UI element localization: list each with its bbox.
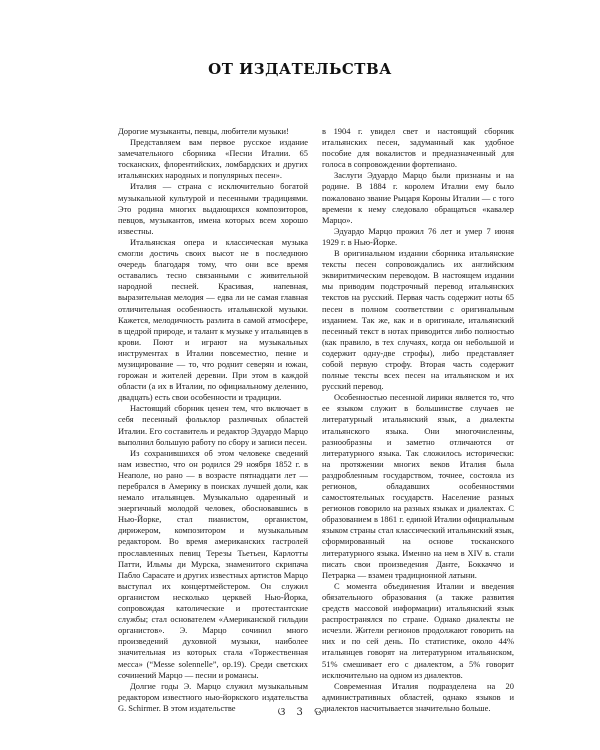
paragraph: В оригинальном издании сборника итальянские тексты песен сопровождались их английским эквиритмическим переводом. В настоящем издании мы приводим подстрочный перевод итальянских текстов на русский. Первая часть содержит ноты 65 песен в полном соответствии с оригинальным изданием. Так же, как и в оригинале, итальянский песенный текст в нотах приводится либо полностью (как правило, в тех случаях, когда он небольшой и содержит одну-две строфы), либо представляет собой первую строфу. Вторая часть содержит полные тексты всех песен на итальянском и их русский перевод.: [322, 248, 514, 392]
paragraph: Из сохранившихся об этом человеке сведений нам известно, что он родился 29 ноября 1852 г. в Неаполе, но рано — в возрасте пятнадцати лет — перебрался в Америку в поисках лучшей доли, как немало итальянцев. Музыкально одаренный и энергичный молодой человек, обосновавшись в Нью-Йорке, стал пианистом, органистом, дирижером, композитором и музыкальным редактором. Во время американских гастролей прославленных певиц Терезы Тьетьен, Карлотты Патти, Ильмы ди Мурска, знаменитого скрипача Пабло Сарасате и других известных артистов Марцо выступал их концертмейстером. Он служил органистом несколько церквей Нью-Йорка, сопровождая католические и протестантские службы; стал основателем «Американской гильдии органистов». Э. Марцо сочинил много произведений духовной музыки, наиболее значительная из которых стала «Торжественная месса» (“Messe solennelle”, op.19). Среди светских сочинений Марцо — песни и романсы.: [118, 447, 308, 680]
page-number: 3: [296, 707, 303, 718]
paragraph: Современная Италия подразделена на 20 административных областей, однако языков и диалектов насчитывается значительно больше.: [322, 680, 514, 713]
paragraph: Дорогие музыканты, певцы, любители музыки!: [118, 126, 289, 136]
ornament-left-icon: ଓ: [277, 705, 286, 718]
paragraph: Представляем вам первое русское издание замечательного сборника «Песни Италии. 65 тосканских, флорентийских, ломбардских и других итальянских народных и популярных песен».: [118, 137, 308, 181]
paragraph: Особенностью песенной лирики является то, что ее языком служит в большинстве случаев не литературный итальянский язык, а диалекты итальянского языка. Они многочисленны, разнообразны и заметно отличаются от литературного языка. Так сложилось исторически: на протяжении многих веков Италия была раздробленным государством, точнее, состояла из регионов, обладавших особенностями самостоятельных государств. Население разных регионов говорило на разных языках и диалектах. С образованием в 1861 г. единой Италии официальным языком страны стал классический итальянский язык, сформированный на основе тосканского литературного языка. Именно на нем в XIV в. стали писать свои произведения Данте, Боккаччо и Петрарка — взамен традиционной латыни.: [322, 392, 514, 580]
ornament-right-icon: ଡ: [314, 705, 323, 718]
paragraph: Эдуардо Марцо прожил 76 лет и умер 7 июня 1929 г. в Нью-Йорке.: [322, 225, 514, 247]
paragraph: Заслуги Эдуардо Марцо были признаны и на родине. В 1884 г. королем Италии ему было пожаловано звание Рыцаря Короны Италии — с того времени к нему следовало обращаться «кавалер Марцо».: [322, 170, 514, 225]
paragraph: Настоящий сборник ценен тем, что включает в себя песенный фольклор различных областей Италии. Его составитель и редактор Эдуардо Марцо выполнил большую работу по сбору и записи песен.: [118, 403, 308, 447]
right-column: [322, 126, 514, 714]
paragraph: в 1904 г. увидел свет и настоящий сборник итальянских песен, задуманный как удобное пособие для вокалистов и предназначенный для голоса в сопровождении фортепиано.: [322, 126, 514, 170]
paragraph: Итальянская опера и классическая музыка смогли достичь своих высот не в последнюю очередь благодаря тому, что они все время оставались тесно связанными с живительной народной песней. Красивая, напевная, выразительная мелодия — едва ли не самая главная отличительная особенность итальянской музыки. Кажется, мелодичность разлита в самой атмосфере, в щедрой природе, и талант к музыке у итальянцев в крови. Поют и играют на музыкальных инструментах в Италии повсеместно, пение и музицирование — то, что роднит северян и южан, горожан и жителей деревни. При этом в каждой области (а их в Италии, по официальному делению, двадцать) есть свои особенности и традиции.: [118, 236, 308, 403]
paragraph: Долгие годы Э. Марцо служил музыкальным редактором известного нью-йоркского издательства G. Schirmer. В этом издательстве: [118, 680, 308, 713]
page-title: ОТ ИЗДАТЕЛЬСТВА: [208, 60, 392, 78]
page-footer: [0, 705, 600, 719]
paragraph: Италия — страна с исключительно богатой музыкальной культурой и песенными традициями. Это родина многих выдающихся композиторов, певцов, музыкантов, имена которых всем хорошо известны.: [118, 181, 308, 236]
paragraph: С момента объединения Италии и введения обязательного образования (а также развития средств массовой информации) итальянский язык распространялся по стране. Однако диалекты не исчезли. Жители регионов продолжают говорить на них и по сей день. По статистике, около 44% итальянцев говорят на литературном итальянском, 51% смешивает его с диалектом, а 5% говорит исключительно на одном из диалектов.: [322, 580, 514, 680]
left-column: [118, 126, 308, 714]
